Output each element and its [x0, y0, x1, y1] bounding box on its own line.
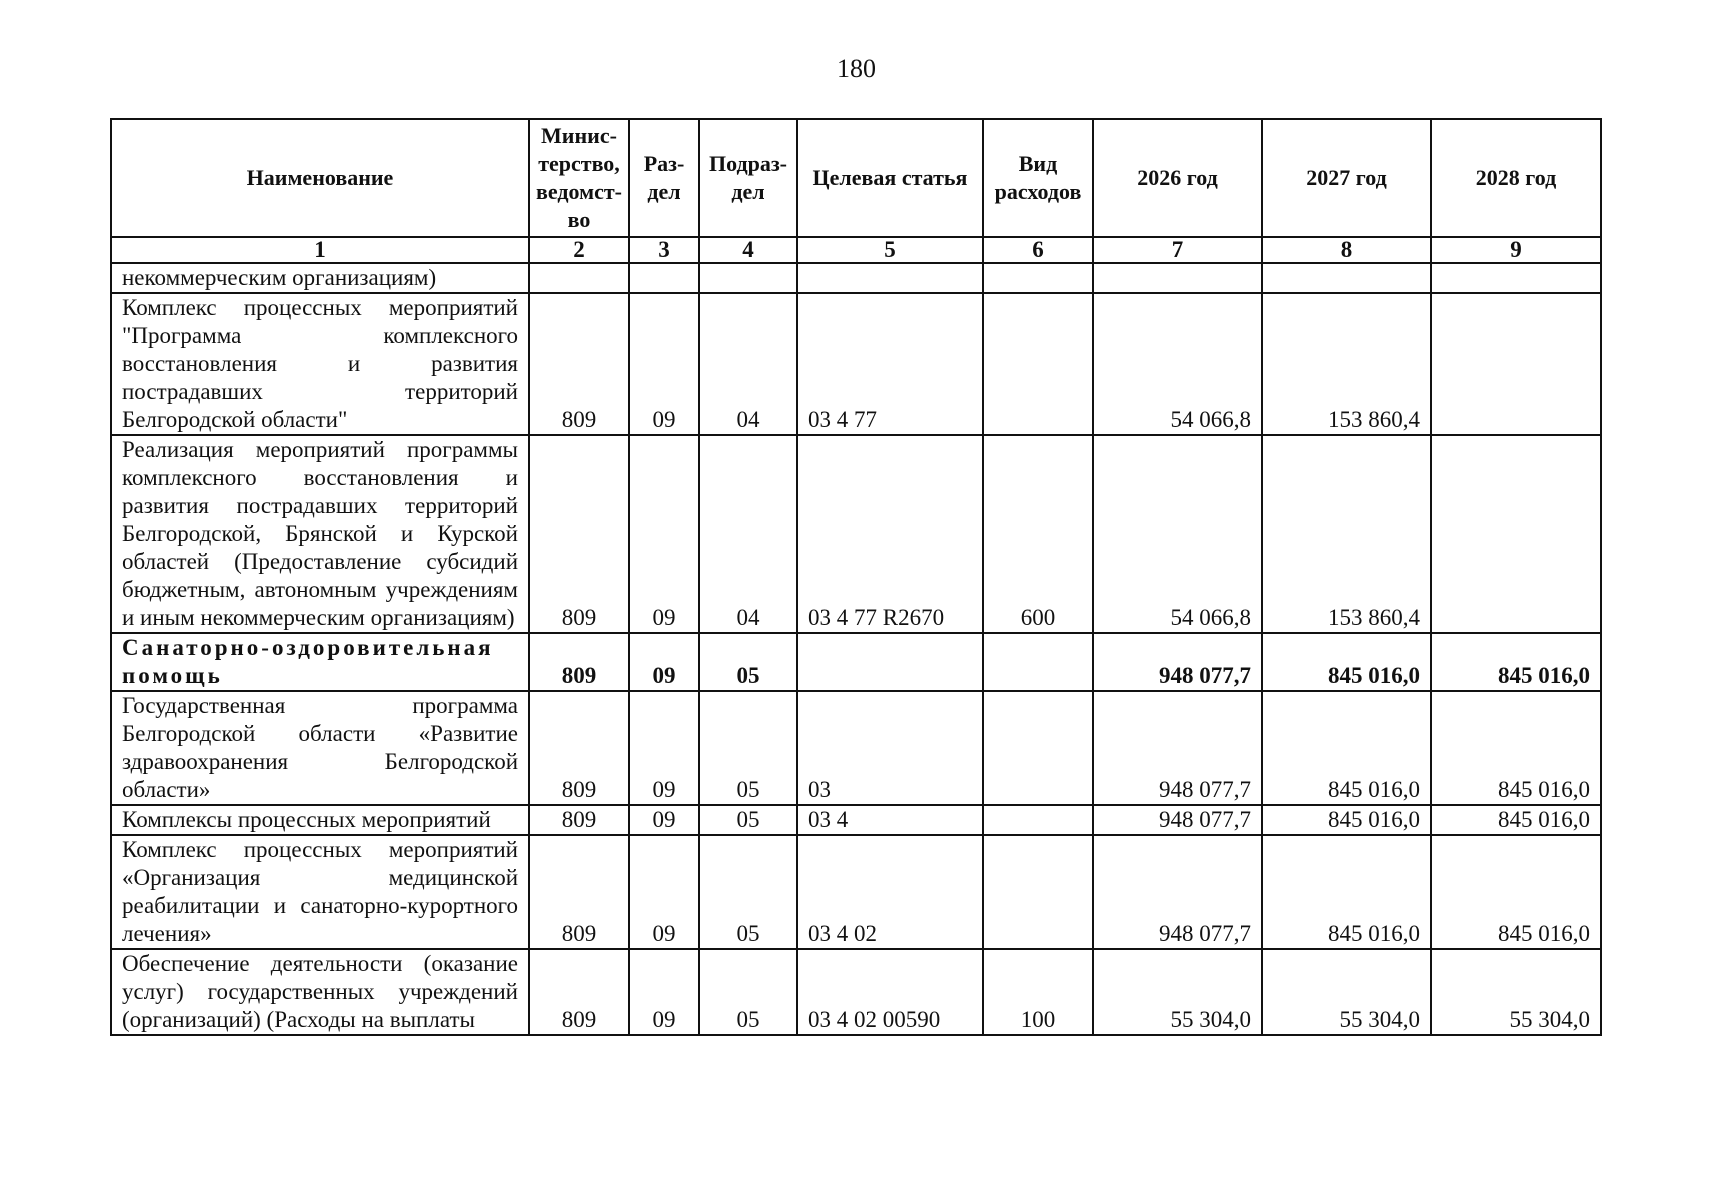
header-2028: 2028 год	[1431, 119, 1601, 237]
row-2026: 54 066,8	[1093, 293, 1262, 435]
row-name: Комплексы процессных мероприятий	[111, 805, 529, 835]
row-name: некоммерческим организациям)	[111, 263, 529, 293]
row-target: 03 4 77	[797, 293, 983, 435]
row-2027: 153 860,4	[1262, 293, 1431, 435]
row-2027: 55 304,0	[1262, 949, 1431, 1035]
row-2027	[1262, 263, 1431, 293]
header-target: Целевая статья	[797, 119, 983, 237]
row-expense-type	[983, 691, 1093, 805]
row-2027: 845 016,0	[1262, 805, 1431, 835]
row-subsection	[699, 263, 797, 293]
row-ministry: 809	[529, 435, 629, 633]
row-section	[629, 263, 699, 293]
header-expense-type: Вид расходов	[983, 119, 1093, 237]
header-subsection: Подраз-дел	[699, 119, 797, 237]
row-2028: 845 016,0	[1431, 633, 1601, 691]
row-expense-type	[983, 633, 1093, 691]
row-2027: 845 016,0	[1262, 835, 1431, 949]
column-number: 4	[699, 237, 797, 263]
row-section: 09	[629, 949, 699, 1035]
row-2026: 948 077,7	[1093, 691, 1262, 805]
row-ministry: 809	[529, 805, 629, 835]
row-2028	[1431, 293, 1601, 435]
header-2026: 2026 год	[1093, 119, 1262, 237]
budget-table	[110, 118, 1602, 1036]
column-number: 7	[1093, 237, 1262, 263]
header-name: Наименование	[111, 119, 529, 237]
table-row	[111, 691, 1601, 805]
row-target	[797, 633, 983, 691]
row-2028: 845 016,0	[1431, 805, 1601, 835]
row-target: 03 4 02	[797, 835, 983, 949]
row-name: Обеспечение деятельности (оказание услуг) государственных учреждений (организаций) (Расходы на выплаты	[111, 949, 529, 1035]
row-subsection: 05	[699, 835, 797, 949]
row-subsection: 04	[699, 293, 797, 435]
row-ministry: 809	[529, 835, 629, 949]
row-2026: 54 066,8	[1093, 435, 1262, 633]
row-2026: 55 304,0	[1093, 949, 1262, 1035]
row-2027: 845 016,0	[1262, 633, 1431, 691]
row-expense-type	[983, 293, 1093, 435]
row-name: Государственная программа Белгородской области «Развитие здравоохранения Белгородской области»	[111, 691, 529, 805]
column-number: 2	[529, 237, 629, 263]
row-2028: 845 016,0	[1431, 835, 1601, 949]
row-target: 03 4 02 00590	[797, 949, 983, 1035]
row-subsection: 05	[699, 949, 797, 1035]
table-row-section-total	[111, 633, 1601, 691]
column-number: 3	[629, 237, 699, 263]
row-target: 03 4	[797, 805, 983, 835]
header-row	[111, 119, 1601, 237]
row-2026	[1093, 263, 1262, 293]
row-subsection: 04	[699, 435, 797, 633]
header-ministry: Минис-терство, ведомст-во	[529, 119, 629, 237]
row-ministry: 809	[529, 293, 629, 435]
table-row	[111, 435, 1601, 633]
row-2027: 845 016,0	[1262, 691, 1431, 805]
row-expense-type	[983, 805, 1093, 835]
header-2027: 2027 год	[1262, 119, 1431, 237]
page-number: 180	[837, 54, 876, 83]
column-number: 9	[1431, 237, 1601, 263]
row-target: 03	[797, 691, 983, 805]
row-2028: 845 016,0	[1431, 691, 1601, 805]
row-name: Реализация мероприятий программы комплексного восстановления и развития пострадавших территорий Белгородской, Брянской и Курской областей (Предоставление субсидий бюджетным, автономным учреждениям и иным некоммерческим организациям)	[111, 435, 529, 633]
row-name: Комплекс процессных мероприятий "Программа комплексного восстановления и развития пострадавших территорий Белгородской области"	[111, 293, 529, 435]
row-2027: 153 860,4	[1262, 435, 1431, 633]
row-subsection: 05	[699, 633, 797, 691]
row-section: 09	[629, 691, 699, 805]
table-row	[111, 805, 1601, 835]
table-row	[111, 293, 1601, 435]
row-name: Санаторно-оздоровительная помощь	[111, 633, 529, 691]
row-section: 09	[629, 633, 699, 691]
table-row	[111, 835, 1601, 949]
row-section: 09	[629, 835, 699, 949]
row-2026: 948 077,7	[1093, 633, 1262, 691]
row-section: 09	[629, 435, 699, 633]
row-2028	[1431, 435, 1601, 633]
row-target	[797, 263, 983, 293]
row-ministry	[529, 263, 629, 293]
row-ministry: 809	[529, 633, 629, 691]
row-subsection: 05	[699, 805, 797, 835]
row-2026: 948 077,7	[1093, 835, 1262, 949]
row-subsection: 05	[699, 691, 797, 805]
row-name: Комплекс процессных мероприятий «Организация медицинской реабилитации и санаторно-курортного лечения»	[111, 835, 529, 949]
table-row	[111, 949, 1601, 1035]
column-number: 1	[111, 237, 529, 263]
row-ministry: 809	[529, 691, 629, 805]
row-2026: 948 077,7	[1093, 805, 1262, 835]
row-expense-type	[983, 835, 1093, 949]
column-number: 6	[983, 237, 1093, 263]
row-2028	[1431, 263, 1601, 293]
row-section: 09	[629, 805, 699, 835]
row-section: 09	[629, 293, 699, 435]
table-row	[111, 263, 1601, 293]
row-expense-type: 100	[983, 949, 1093, 1035]
column-number: 5	[797, 237, 983, 263]
row-ministry: 809	[529, 949, 629, 1035]
column-number: 8	[1262, 237, 1431, 263]
row-target: 03 4 77 R2670	[797, 435, 983, 633]
column-number-row	[111, 237, 1601, 263]
row-2028: 55 304,0	[1431, 949, 1601, 1035]
row-expense-type	[983, 263, 1093, 293]
header-section: Раз-дел	[629, 119, 699, 237]
row-expense-type: 600	[983, 435, 1093, 633]
